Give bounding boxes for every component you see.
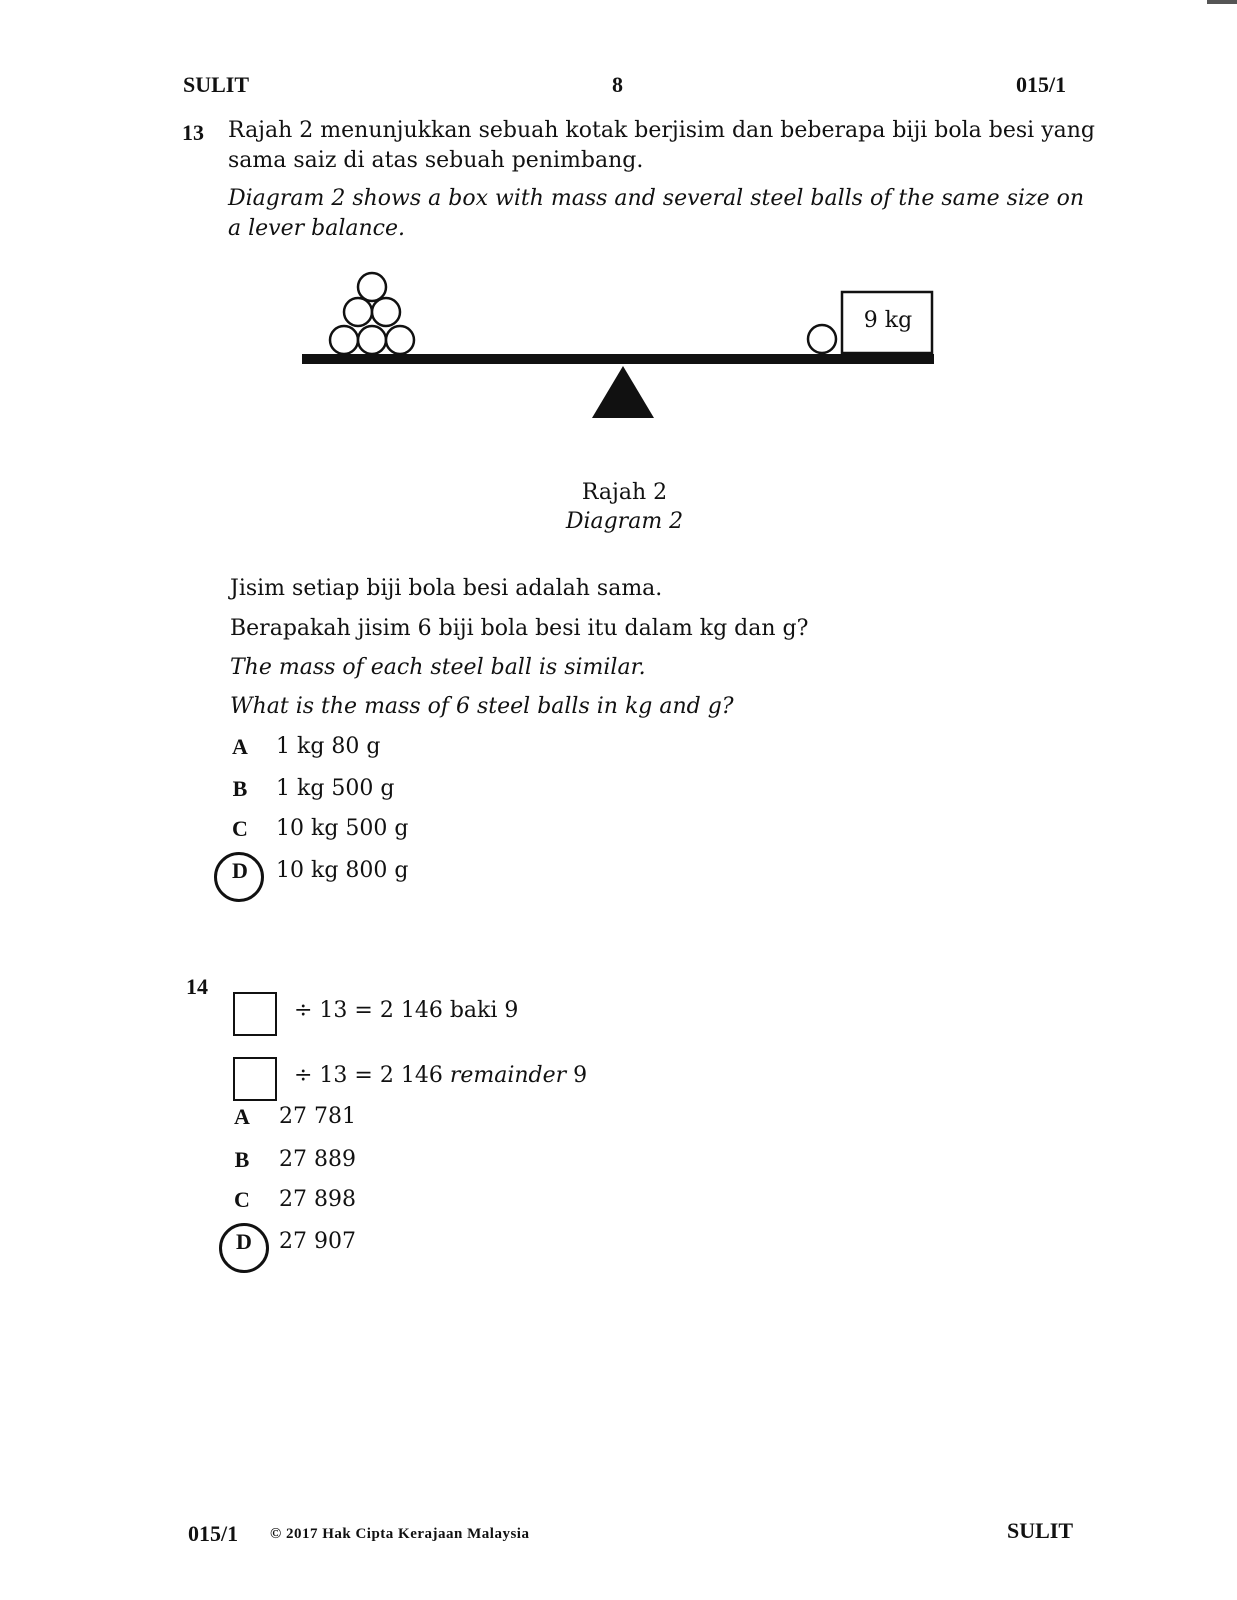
steel-ball bbox=[372, 298, 400, 326]
q14-option-letter: C bbox=[234, 1187, 250, 1212]
diagram-caption-malay: Rajah 2 bbox=[581, 480, 668, 505]
steel-ball bbox=[808, 325, 836, 353]
q14-option-value: 27 889 bbox=[279, 1147, 356, 1172]
steel-ball bbox=[330, 326, 358, 354]
q14-option-letter: A bbox=[234, 1104, 250, 1129]
q13-option-value: 10 kg 800 g bbox=[276, 858, 409, 883]
q14-equation-english bbox=[294, 1063, 587, 1088]
q13-statement-english-1: The mass of each steel ball is similar. bbox=[230, 655, 646, 680]
q13-option-letter: C bbox=[232, 816, 248, 841]
q13-statement-malay-1: Jisim setiap biji bola besi adalah sama. bbox=[230, 576, 663, 601]
header-classification: SULIT bbox=[183, 72, 250, 97]
steel-ball bbox=[358, 273, 386, 301]
q14-option-value: 27 781 bbox=[279, 1104, 356, 1129]
diagram-caption-english: Diagram 2 bbox=[565, 509, 684, 534]
q14-option-letter: D bbox=[236, 1229, 252, 1254]
q13-option-letter: A bbox=[232, 734, 248, 759]
q14-equation-english-b: 9 bbox=[573, 1063, 588, 1088]
q14-answer-box bbox=[233, 992, 277, 1036]
q14-equation-english-a: ÷ 13 = 2 146 bbox=[294, 1063, 443, 1088]
q14-option-value: 27 907 bbox=[279, 1229, 356, 1254]
lever-balance-diagram bbox=[290, 270, 950, 430]
footer-classification: SULIT bbox=[1007, 1518, 1074, 1543]
fulcrum-triangle bbox=[592, 366, 654, 418]
steel-ball bbox=[344, 298, 372, 326]
scan-edge-mark bbox=[1207, 0, 1237, 4]
mass-box-label: 9 kg bbox=[863, 308, 913, 333]
q14-option-letter: B bbox=[234, 1147, 250, 1172]
paper-code: 015/1 bbox=[1016, 72, 1067, 97]
question-13-number: 13 bbox=[182, 120, 204, 145]
page-number: 8 bbox=[612, 72, 623, 97]
question-14-number: 14 bbox=[186, 974, 208, 999]
q13-option-value: 1 kg 80 g bbox=[276, 734, 381, 759]
q13-english-line-1: Diagram 2 shows a box with mass and several steel balls of the same size on bbox=[228, 186, 1084, 211]
footer-paper-code: 015/1 bbox=[188, 1521, 239, 1546]
q13-option-letter: D bbox=[232, 858, 248, 883]
q13-english-line-2: a lever balance. bbox=[228, 216, 405, 241]
q14-option-value: 27 898 bbox=[279, 1187, 356, 1212]
q13-option-value: 1 kg 500 g bbox=[276, 776, 395, 801]
q13-malay-line-2: sama saiz di atas sebuah penimbang. bbox=[228, 148, 644, 173]
q13-option-value: 10 kg 500 g bbox=[276, 816, 409, 841]
lever-beam bbox=[302, 354, 934, 364]
steel-ball bbox=[386, 326, 414, 354]
footer-copyright: © 2017 Hak Cipta Kerajaan Malaysia bbox=[270, 1526, 530, 1542]
q13-statement-malay-2: Berapakah jisim 6 biji bola besi itu dalam kg dan g? bbox=[230, 616, 809, 641]
q14-answer-box bbox=[233, 1057, 277, 1101]
q13-statement-english-2: What is the mass of 6 steel balls in kg and g? bbox=[230, 694, 734, 719]
q13-malay-line-1: Rajah 2 menunjukkan sebuah kotak berjisim dan beberapa biji bola besi yang bbox=[228, 118, 1096, 143]
q14-equation-english-word: remainder bbox=[449, 1063, 567, 1088]
steel-ball bbox=[358, 326, 386, 354]
q14-equation-malay: ÷ 13 = 2 146 baki 9 bbox=[294, 998, 519, 1023]
q13-option-letter: B bbox=[232, 776, 248, 801]
